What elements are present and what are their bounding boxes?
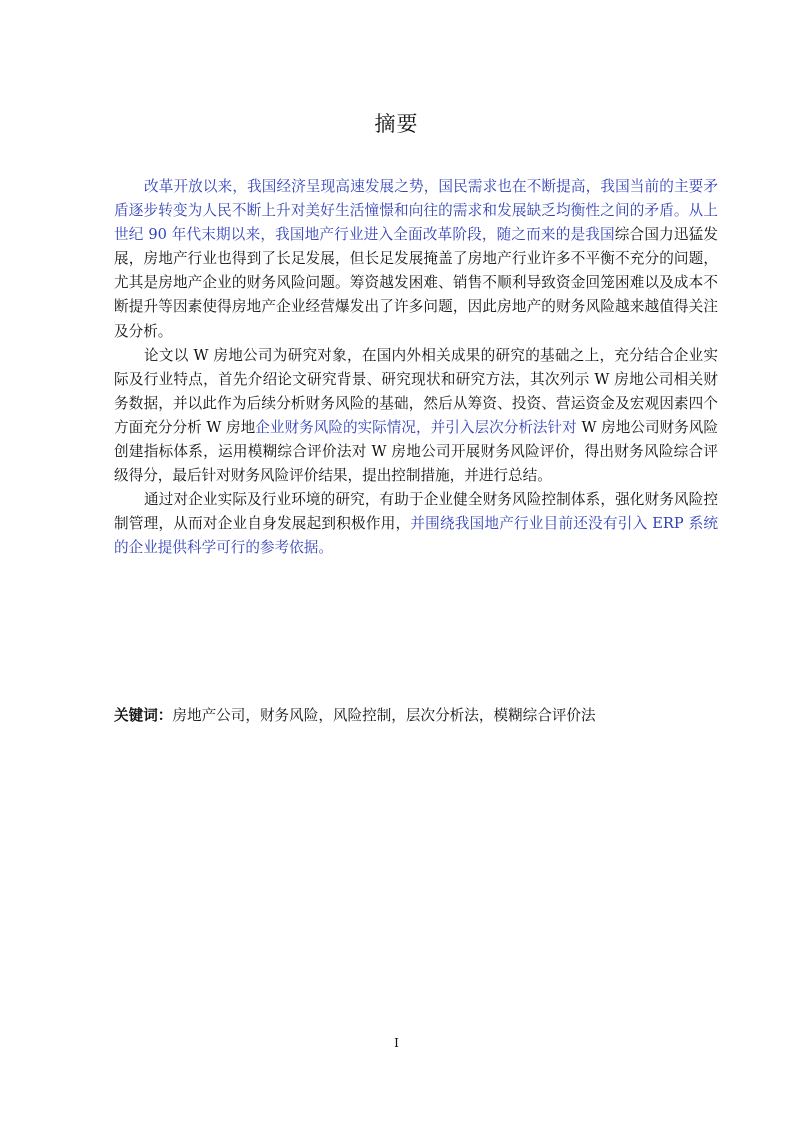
abstract-paragraph-2 xyxy=(114,344,718,489)
keywords-line xyxy=(114,704,718,728)
keywords-text: 房地产公司，财务风险，风险控制，层次分析法，模糊综合评价法 xyxy=(172,707,596,724)
page-title: 摘要 xyxy=(374,112,419,136)
abstract-body xyxy=(114,175,718,561)
paragraph-2-highlight-2: 企业财务风险的实际情况，并引入层次分析法针对 xyxy=(255,418,577,436)
page-number: I xyxy=(394,1036,399,1050)
keywords-label: 关键词： xyxy=(114,707,173,724)
paragraph-3-highlight-2: 并围绕我国地产行业目前还没有引入 ERP 系统的企业提供科学可行的参考依据。 xyxy=(114,515,718,557)
paragraph-3-text-1: 通过对企业实际及行业环境的研究，有助于企业健全财务风险控制体系，强化财务风险控制管理，从而对企业自身发展起到积极作用， xyxy=(114,491,718,533)
abstract-paragraph-3 xyxy=(114,488,718,560)
abstract-paragraph-1 xyxy=(114,175,718,344)
paragraph-1-text-2: 综合国力迅猛发展，房地产行业也得到了长足发展，但长足发展掩盖了房地产行业许多不平衡不充分的问题，尤其是房地产企业的财务风险问题。筹资越发困难、销售不顺利导致资金回笼困难以及成本不断提升等因素使得房地产企业经营爆发出了许多问题，因此房地产的财务风险越来越值得关注及分析。 xyxy=(114,226,718,340)
paragraph-1-highlight-1: 改革开放以来，我国经济呈现高速发展之势，国民需求也在不断提高，我国当前的主要矛盾逐步转变为人民不断上升对美好生活憧憬和向往的需求和发展缺乏均衡性之间的矛盾。从上世纪 90 年代末期以来，我国地产行业进入全面改革阶段，随之而来的是我国 xyxy=(114,178,718,244)
paragraph-2-text-1: 论文以 W 房地公司为研究对象，在国内外相关成果的研究的基础之上，充分结合企业实际及行业特点，首先介绍论文研究背景、研究现状和研究方法，其次列示 W 房地公司相关财务数据，并以此作为后续分析财务风险的基础，然后从筹资、投资、营运资金及宏观因素四个方面充分分析 W 房地 xyxy=(114,346,718,436)
paragraph-2-text-3: W 房地公司财务风险创建指标体系，运用模糊综合评价法对 W 房地公司开展财务风险评价，得出财务风险综合评级得分，最后针对财务风险评价结果，提出控制措施，并进行总结。 xyxy=(114,418,718,485)
